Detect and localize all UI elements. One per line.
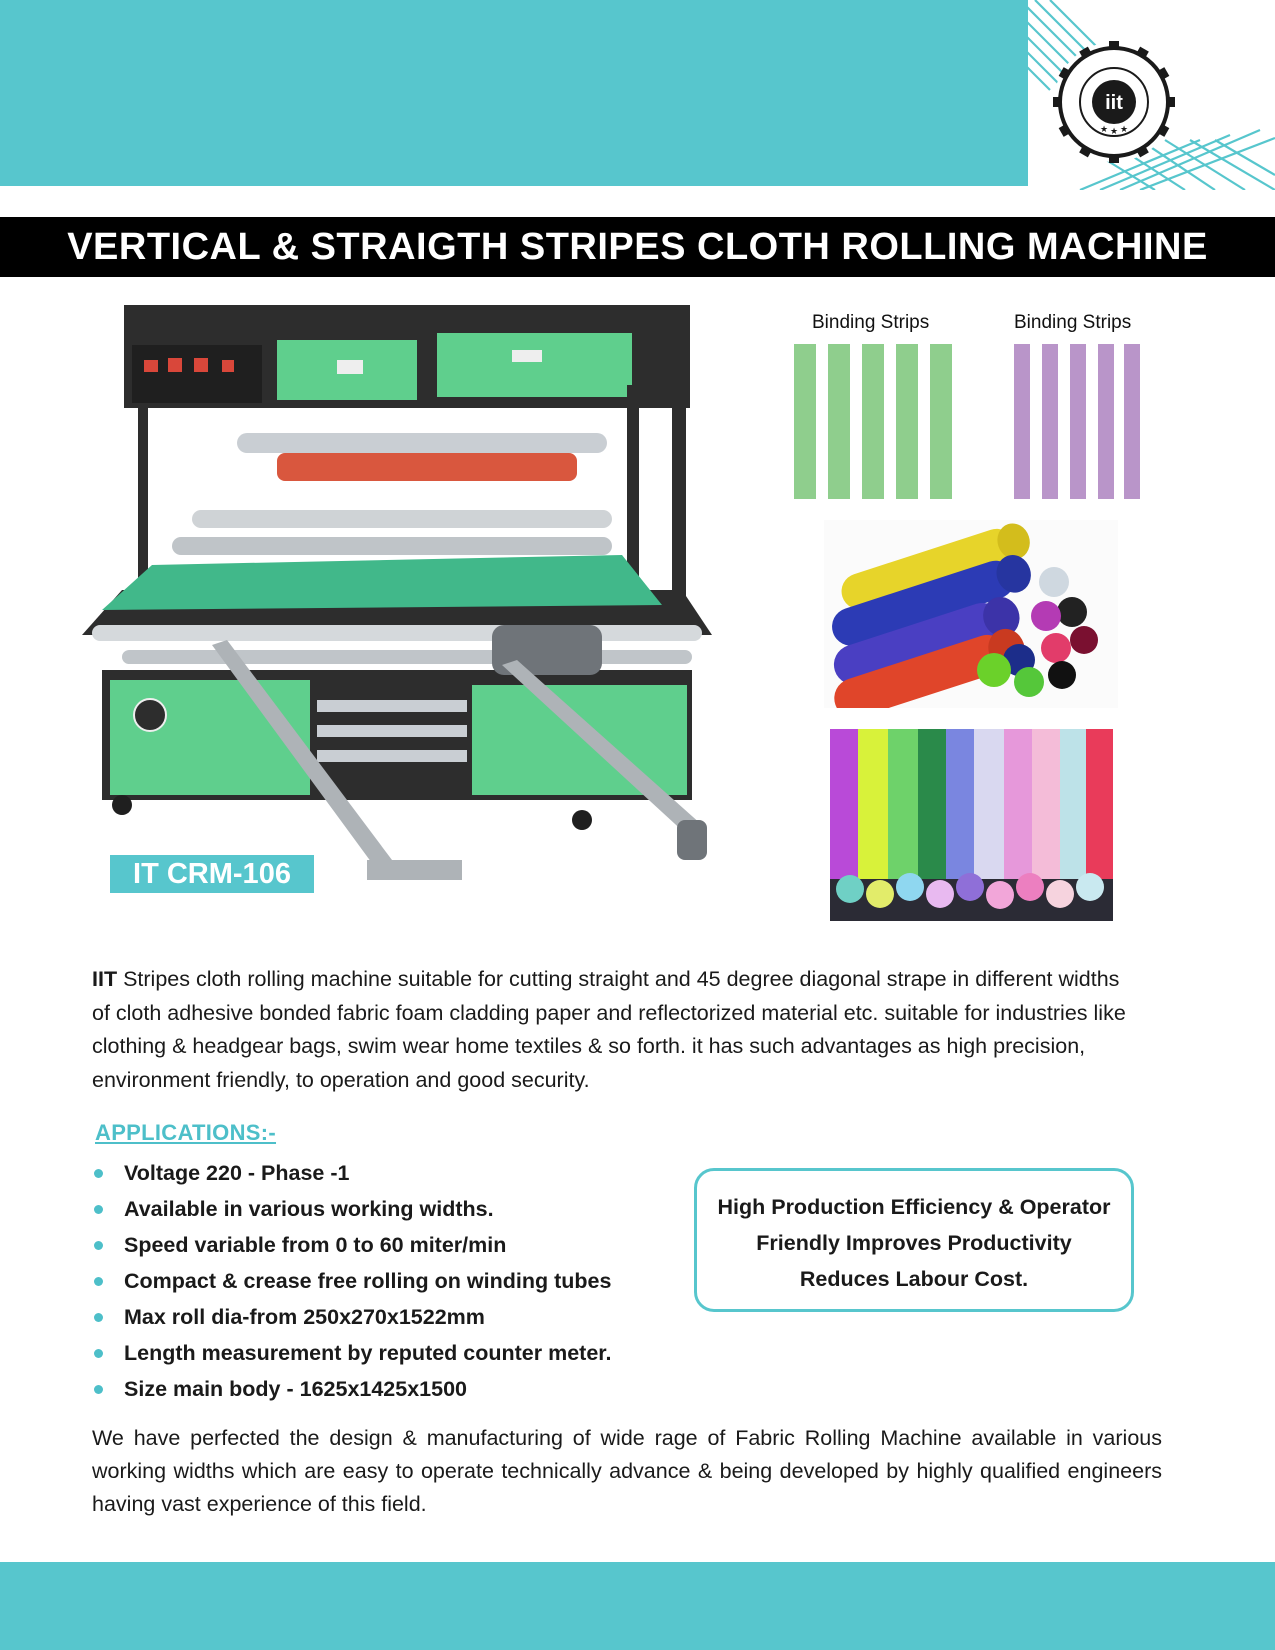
- bullet-icon: [94, 1277, 103, 1286]
- footer-band: [0, 1562, 1275, 1650]
- callout-line: Friendly Improves Productivity: [756, 1231, 1072, 1255]
- bullet-icon: [94, 1349, 103, 1358]
- list-item-text: Voltage 220 - Phase -1: [124, 1161, 350, 1185]
- strip-bar: [828, 344, 850, 499]
- bullet-icon: [94, 1385, 103, 1394]
- intro-text: Stripes cloth rolling machine suitable for cutting straight and 45 degree diagonal strape in different widths of cloth adhesive bonded fabric foam cladding paper and reflectorized material etc. suitable for industries like clothing & headgear bags, swim wear home textiles & so forth. it has such advantages as high precision, environment friendly, to operation and good security.: [92, 967, 1126, 1092]
- callout-line: High Production Efficiency & Operator: [717, 1195, 1111, 1219]
- bullet-icon: [94, 1169, 103, 1178]
- list-item-text: Max roll dia-from 250x270x1522mm: [124, 1305, 485, 1329]
- list-item-text: Size main body - 1625x1425x1500: [124, 1377, 468, 1401]
- svg-text:★: ★: [1110, 126, 1119, 136]
- header-band: [0, 0, 1028, 186]
- intro-lead: IIT: [92, 967, 118, 991]
- callout-line: Reduces Labour Cost.: [799, 1267, 1029, 1291]
- title-bar: [0, 217, 1275, 277]
- list-item: [92, 1335, 611, 1371]
- fabric-rolls-photo: [824, 520, 1118, 708]
- svg-text:★: ★: [1100, 124, 1109, 134]
- strip-bar: [1098, 344, 1114, 499]
- iit-logo: [1052, 40, 1176, 164]
- strip-bar: [1124, 344, 1140, 499]
- strip-bar: [794, 344, 816, 499]
- closing-paragraph: We have perfected the design & manufacturing of wide rage of Fabric Rolling Machine available in various working widths which are easy to operate technically advance & being developed by highly qualified engineers having vast experience of this field.: [92, 1426, 1162, 1516]
- list-item: [92, 1227, 611, 1263]
- list-item-text: Length measurement by reputed counter meter.: [124, 1341, 612, 1365]
- list-item: [92, 1155, 611, 1191]
- applications-list: [92, 1155, 611, 1407]
- purple-binding-strips: [1014, 344, 1140, 499]
- list-item: [92, 1371, 611, 1407]
- strip-bar: [1070, 344, 1086, 499]
- list-item-text: Speed variable from 0 to 60 miter/min: [124, 1233, 507, 1257]
- bullet-icon: [94, 1205, 103, 1214]
- benefits-callout: [694, 1168, 1134, 1312]
- list-item-text: Compact & crease free rolling on winding tubes: [124, 1269, 612, 1293]
- strip-label-left: Binding Strips: [812, 312, 930, 333]
- page-title: VERTICAL & STRAIGTH STRIPES CLOTH ROLLING MACHINE: [67, 226, 1208, 268]
- applications-heading: APPLICATIONS:-: [95, 1120, 277, 1145]
- strip-bar: [930, 344, 952, 499]
- strip-label-right: Binding Strips: [1014, 312, 1132, 333]
- list-item: [92, 1299, 611, 1335]
- strip-bar: [896, 344, 918, 499]
- fabric-rolls-photo: [830, 729, 1113, 921]
- bullet-icon: [94, 1241, 103, 1250]
- list-item: [92, 1191, 611, 1227]
- strip-bar: [1042, 344, 1058, 499]
- green-binding-strips: [794, 344, 958, 499]
- list-item-text: Available in various working widths.: [124, 1197, 494, 1221]
- strip-bar: [862, 344, 884, 499]
- svg-text:★: ★: [1120, 124, 1129, 134]
- list-item: [92, 1263, 611, 1299]
- svg-text:iit: iit: [1105, 92, 1123, 114]
- model-tag: IT CRM-106: [110, 855, 314, 893]
- intro-paragraph: [92, 963, 1132, 1097]
- strip-bar: [1014, 344, 1030, 499]
- machine-photo: [62, 305, 772, 945]
- bullet-icon: [94, 1313, 103, 1322]
